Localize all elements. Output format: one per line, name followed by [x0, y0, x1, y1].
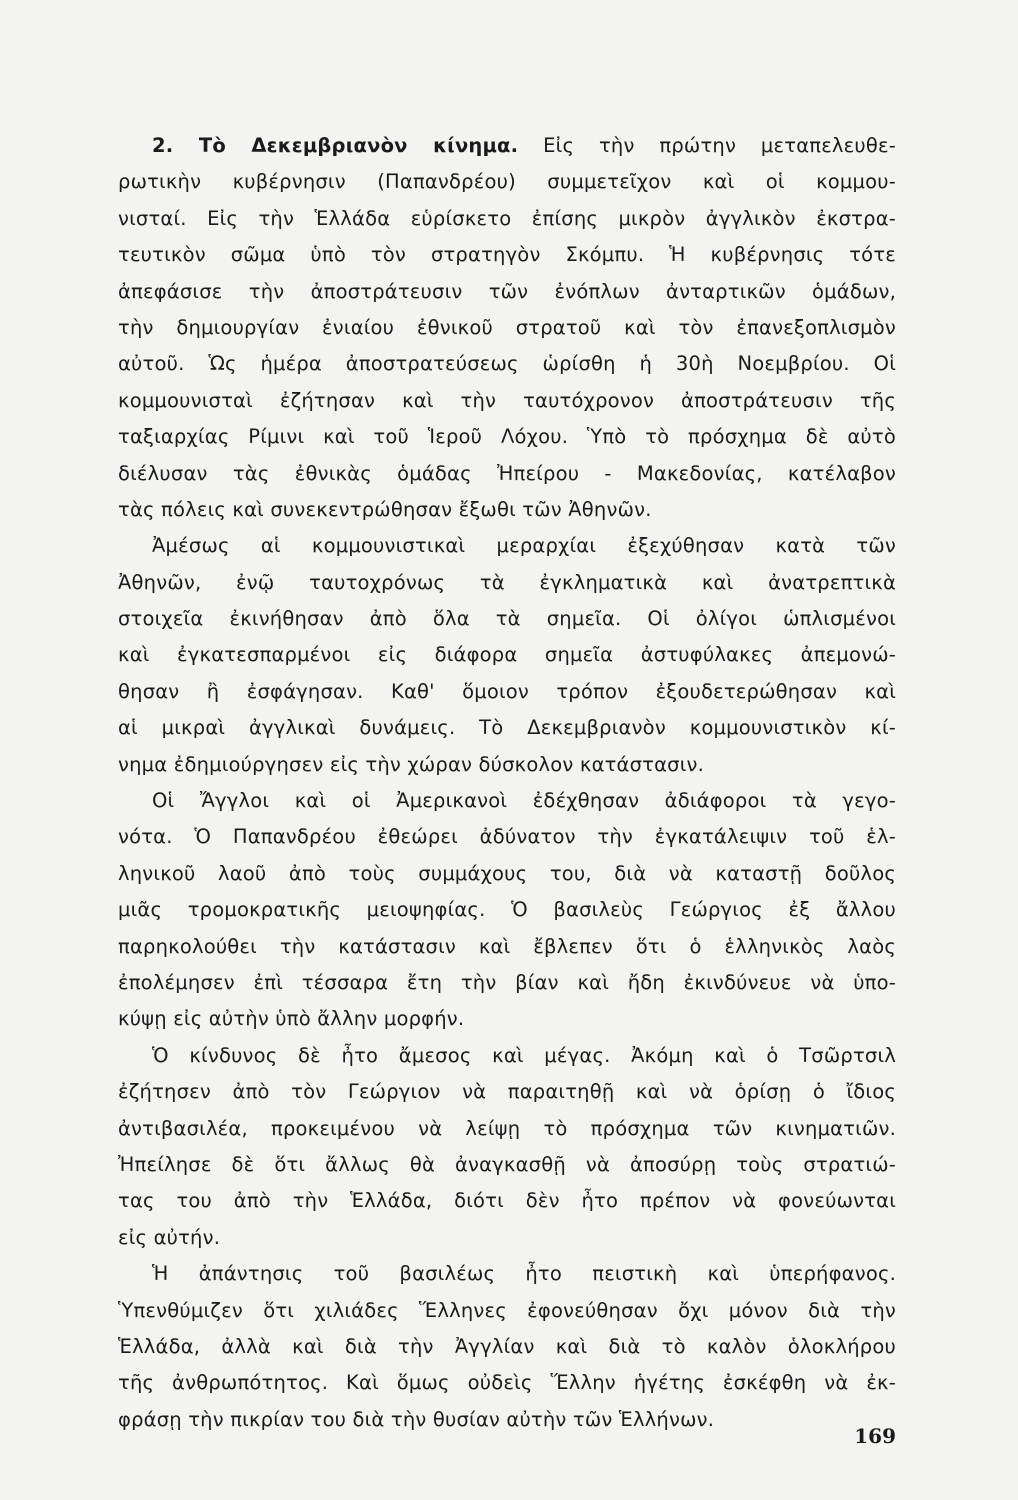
text-line: ἀπεφάσισε τὴν ἀποστράτευσιν τῶν ἐνόπλων ἀνταρτικῶν ὁμάδων, — [118, 279, 896, 303]
text-line: νισταί. Εἰς τὴν Ἑλλάδα εὑρίσκετο ἐπίσης μικρὸν ἀγγλικὸν ἐκστρα- — [118, 206, 896, 230]
text-line: ρωτικὴν κυβέρνησιν (Παπανδρέου) συμμετεῖχον καὶ οἱ κομμου- — [118, 170, 896, 194]
text-line: αἱ μικραὶ ἀγγλικαὶ δυνάμεις. Τὸ Δεκεμβριανὸν κομμουνιστικὸν κί- — [118, 716, 896, 740]
text-line: στοιχεῖα ἐκινήθησαν ἀπὸ ὅλα τὰ σημεῖα. Οἱ ὀλίγοι ὡπλισμένοι — [118, 607, 896, 631]
text-line: μιᾶς τρομοκρατικῆς μειοψηφίας. Ὁ βασιλεὺς Γεώργιος ἐξ ἄλλου — [118, 898, 896, 922]
text-line: ληνικοῦ λαοῦ ἀπὸ τοὺς συμμάχους του, διὰ νὰ καταστῇ δοῦλος — [118, 861, 896, 885]
text-line-rest: Εἰς τὴν πρώτην μεταπελευθε- — [518, 134, 897, 157]
text-line: Ἀμέσως αἱ κομμουνιστικαὶ μεραρχίαι ἐξεχύθησαν κατὰ τῶν — [152, 534, 896, 558]
text-line: Ὑπενθύμιζεν ὅτι χιλιάδες Ἕλληνες ἐφονεύθησαν ὄχι μόνον διὰ τὴν — [118, 1298, 896, 1322]
text-line: νότα. Ὁ Παπανδρέου ἐθεώρει ἀδύνατον τὴν ἐγκατάλειψιν τοῦ ἑλ- — [118, 825, 896, 849]
text-line: τὴν δημιουργίαν ἐνιαίου ἐθνικοῦ στρατοῦ καὶ τὸν ἐπανεξοπλισμὸν — [118, 315, 896, 339]
section-heading: 2. Τὸ Δεκεμβριανὸν κίνημα. — [152, 134, 519, 157]
text-line: εἰς αὐτήν. — [118, 1225, 221, 1249]
text-line: κύψῃ εἰς αὐτὴν ὑπὸ ἄλλην μορφήν. — [118, 1007, 465, 1031]
text-line: τὰς πόλεις καὶ συνεκεντρώθησαν ἔξωθι τῶν Ἀθηνῶν. — [118, 497, 652, 521]
text-line: Ἡ ἀπάντησις τοῦ βασιλέως ἦτο πειστικὴ καὶ ὑπερήφανος. — [152, 1262, 896, 1286]
page-number: 169 — [854, 1424, 896, 1448]
text-line: Ἠπείλησε δὲ ὅτι ἄλλως θὰ ἀναγκασθῇ νὰ ἀποσύρῃ τοὺς στρατιώ- — [118, 1152, 896, 1176]
text-line: ἐζήτησεν ἀπὸ τὸν Γεώργιον νὰ παραιτηθῇ καὶ νὰ ὁρίσῃ ὁ ἴδιος — [118, 1080, 896, 1104]
text-line: ἐπολέμησεν ἐπὶ τέσσαρα ἔτη τὴν βίαν καὶ ἤδη ἐκινδύνευε νὰ ὑπο- — [118, 970, 896, 994]
text-line: Ὁ κίνδυνος δὲ ἦτο ἄμεσος καὶ μέγας. Ἀκόμη καὶ ὁ Τσῶρτσιλ — [152, 1043, 896, 1067]
text-line: φράσῃ τὴν πικρίαν του διὰ τὴν θυσίαν αὐτὴν τῶν Ἑλλήνων. — [118, 1407, 715, 1431]
text-line: ταξιαρχίας Ρίμινι καὶ τοῦ Ἱεροῦ Λόχου. Ὑπὸ τὸ πρόσχημα δὲ αὐτὸ — [118, 425, 896, 449]
text-line: αὐτοῦ. Ὡς ἡμέρα ἀποστρατεύσεως ὡρίσθη ἡ 30ὴ Νοεμβρίου. Οἱ — [118, 352, 896, 376]
text-line — [118, 128, 896, 164]
text-line: Ἀθηνῶν, ἐνῷ ταυτοχρόνως τὰ ἐγκληματικὰ καὶ ἀνατρεπτικὰ — [118, 570, 896, 594]
text-line: παρηκολούθει τὴν κατάστασιν καὶ ἔβλεπεν ὅτι ὁ ἑλληνικὸς λαὸς — [118, 934, 896, 958]
body-text — [118, 128, 896, 1438]
text-line: νημα ἐδημιούργησεν εἰς τὴν χώραν δύσκολον κατάστασιν. — [118, 752, 705, 776]
text-line: Οἱ Ἄγγλοι καὶ οἱ Ἀμερικανοὶ ἐδέχθησαν ἀδιάφοροι τὰ γεγο- — [152, 789, 896, 813]
text-line: τας του ἀπὸ τὴν Ἑλλάδα, διότι δὲν ἦτο πρέπον νὰ φονεύωνται — [118, 1189, 896, 1213]
text-line: Ἑλλάδα, ἀλλὰ καὶ διὰ τὴν Ἀγγλίαν καὶ διὰ τὸ καλὸν ὁλοκλήρου — [118, 1334, 896, 1358]
text-line: τῆς ἀνθρωπότητος. Καὶ ὅμως οὐδεὶς Ἕλλην ἡγέτης ἐσκέφθη νὰ ἐκ- — [118, 1371, 896, 1395]
text-line: ἀντιβασιλέα, προκειμένου νὰ λείψῃ τὸ πρόσχημα τῶν κινηματιῶν. — [118, 1116, 896, 1140]
text-line: τευτικὸν σῶμα ὑπὸ τὸν στρατηγὸν Σκόμπυ. Ἡ κυβέρνησις τότε — [118, 243, 896, 267]
text-line: καὶ ἐγκατεσπαρμένοι εἰς διάφορα σημεῖα ἀστυφύλακες ἀπεμονώ- — [118, 643, 896, 667]
text-line: κομμουνισταὶ ἐζήτησαν καὶ τὴν ταυτόχρονον ἀποστράτευσιν τῆς — [118, 388, 896, 412]
text-line: θησαν ἢ ἐσφάγησαν. Καθ' ὅμοιον τρόπον ἐξουδετερώθησαν καὶ — [118, 679, 896, 703]
text-line: διέλυσαν τὰς ἐθνικὰς ὁμάδας Ἠπείρου - Μακεδονίας, κατέλαβον — [118, 461, 896, 485]
